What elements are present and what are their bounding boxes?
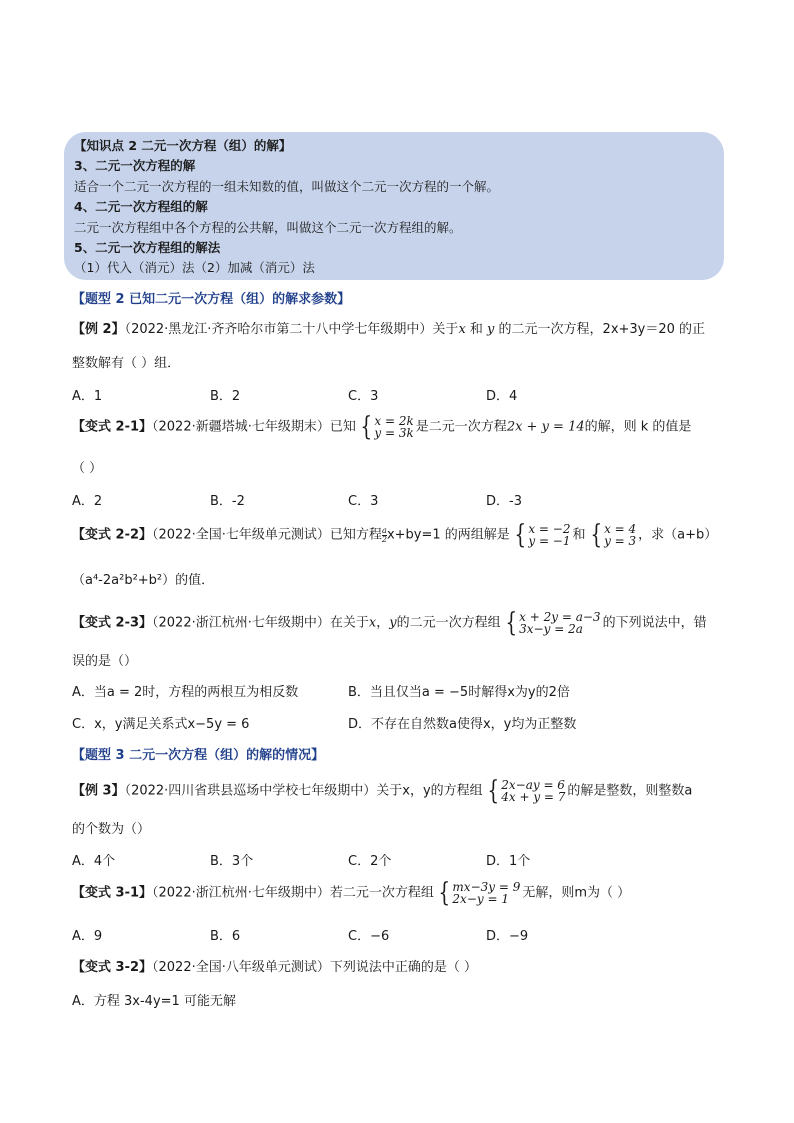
example2-end: 的正 <box>674 322 706 337</box>
example3-line1 <box>72 778 692 804</box>
variant31-option-a[interactable]: A．9 <box>72 929 103 944</box>
example2-line2: 整数解有（ ）组． <box>72 356 181 371</box>
variant23-mid: 的二元一次方程组 <box>396 615 501 631</box>
example2-source: （2022·黑龙江·齐齐哈尔市第二十八中学七年级期中）关于 <box>124 322 459 337</box>
section-heading-type3: 【题型 3 二元一次方程（组）的解的情况】 <box>72 748 325 763</box>
variant22-end: ，求（a+b） <box>638 527 718 543</box>
variant21-source: （2022·新疆塔城·七年级期末）已知 <box>152 419 356 435</box>
variant21-line1 <box>72 414 691 440</box>
var-x: x <box>368 615 377 631</box>
system-row: 3x−y = 2a <box>519 622 583 636</box>
knowledge-item4-title: 4、二元一次方程组的解 <box>74 199 208 215</box>
variant23-system: { x + 2y = a−3 3x−y = 2a <box>505 608 601 638</box>
variant31-end: 无解，则m为（ ） <box>522 885 631 901</box>
variant23-tag: 【变式 2-3】 <box>72 615 153 631</box>
fraction-numerator: a <box>382 525 387 535</box>
example3-option-d[interactable]: D．1个 <box>486 854 531 869</box>
system-row: 2x−y = 1 <box>452 892 509 906</box>
variant31-option-b[interactable]: B．6 <box>210 929 241 944</box>
example2-tag: 【例 2】 <box>72 322 125 337</box>
knowledge-box <box>64 132 724 280</box>
example2-line1 <box>72 318 705 337</box>
knowledge-item4-text: 二元一次方程组中各个方程的公共解，叫做这个二元一次方程组的解。 <box>74 219 462 235</box>
example2-option-a[interactable]: A．1 <box>72 389 103 404</box>
example2-equation: 2x+3y＝20 <box>602 322 675 337</box>
knowledge-item5-title: 5、二元一次方程组的解法 <box>74 240 221 256</box>
example3-end: 的解是整数，则整数a <box>567 783 693 799</box>
variant32-line1 <box>72 956 477 975</box>
variant23-option-c[interactable]: C．x，y满足关系式x−5y = 6 <box>72 717 250 732</box>
variant32-source: （2022·全国·八年级单元测试）下列说法中正确的是（ ） <box>152 960 477 975</box>
variant21-option-a[interactable]: A．2 <box>72 494 103 509</box>
variant22-source: （2022·全国·七年级单元测试）已知方程 <box>152 527 382 543</box>
variant21-end: 的解，则 k 的值是 <box>584 419 692 435</box>
var-y: y <box>389 615 397 631</box>
variant31-line1 <box>72 880 630 906</box>
variant22-line1 <box>72 522 717 548</box>
example2-option-b[interactable]: B．2 <box>210 389 241 404</box>
variant22-tag: 【变式 2-2】 <box>72 527 153 543</box>
example3-option-b[interactable]: B．3个 <box>210 854 254 869</box>
system-row: 2x−ay = 6 <box>501 778 565 792</box>
variant23-option-a[interactable]: A．当a = 2时，方程的两根互为相反数 <box>72 685 299 700</box>
knowledge-item3-title: 3、二元一次方程的解 <box>74 158 196 174</box>
variant21-option-b[interactable]: B．-2 <box>210 494 245 509</box>
example2-option-c[interactable]: C．3 <box>348 389 379 404</box>
variant31-tag: 【变式 3-1】 <box>72 885 153 901</box>
variant23-source: （2022·浙江杭州·七年级期中）在关于 <box>152 615 369 631</box>
variant22-system1: { x = −2 y = −1 <box>514 520 571 550</box>
example3-source: （2022·四川省珙县巡场中学校七年级期中）关于x，y的方程组 <box>124 783 483 799</box>
variant22-system2: { x = 4 y = 3 <box>589 520 637 550</box>
example3-option-c[interactable]: C．2个 <box>348 854 392 869</box>
variant31-option-c[interactable]: C．−6 <box>348 929 390 944</box>
variant21-tag: 【变式 2-1】 <box>72 419 153 435</box>
variant32-option-a[interactable]: A．方程 3x-4y=1 可能无解 <box>72 994 236 1009</box>
var-x: x <box>458 322 466 337</box>
system-row: y = −1 <box>528 534 571 548</box>
variant21-equation: 2x + y = 14 <box>506 419 585 435</box>
example2-option-d[interactable]: D．4 <box>486 389 518 404</box>
system-row: x = 4 <box>604 522 637 536</box>
system-row: y = 3k <box>374 426 414 440</box>
variant22-equation: x+by=1 的两组解是 <box>386 527 510 543</box>
variant32-tag: 【变式 3-2】 <box>72 960 153 975</box>
system-row: 4x + y = 7 <box>501 790 566 804</box>
variant31-system: { mx−3y = 9 2x−y = 1 <box>438 878 521 908</box>
knowledge-title: 【知识点 2 二元一次方程（组）的解】 <box>74 138 292 153</box>
example2-mid: 的二元一次方程， <box>494 322 603 337</box>
system-row: x = −2 <box>528 522 571 536</box>
variant21-option-d[interactable]: D．-3 <box>486 494 522 509</box>
variant23-line1: 【变式 2-3】（2022·浙江杭州·七年级期中）在关于x，y的二元一次方程组 { x + 2y = a−3 3x−y = 2a 的下列说法中，错 <box>72 608 707 638</box>
variant31-source: （2022·浙江杭州·七年级期中）若二元一次方程组 <box>152 885 434 901</box>
example3-line2: 的个数为（） <box>72 822 151 837</box>
variant21-mid: 是二元一次方程 <box>415 419 507 435</box>
variant21-line2: （ ） <box>72 461 103 476</box>
example3-tag: 【例 3】 <box>72 783 125 799</box>
fraction-denominator: 2 <box>381 534 387 544</box>
var-y: y <box>487 322 495 337</box>
variant21-system: { x = 2k y = 3k <box>360 412 414 442</box>
system-row: x = 2k <box>374 414 414 428</box>
variant22-line2: （a⁴-2a²b²+b²）的值． <box>72 573 215 588</box>
example3-system: { 2x−ay = 6 4x + y = 7 <box>487 776 566 806</box>
system-row: y = 3 <box>604 534 637 548</box>
text-and: 和 <box>465 322 488 337</box>
system-row: mx−3y = 9 <box>452 880 521 894</box>
knowledge-item3-text: 适合一个二元一次方程的一组未知数的值，叫做这个二元一次方程的一个解。 <box>74 178 500 194</box>
text-and: 和 <box>572 527 586 543</box>
variant21-option-c[interactable]: C．3 <box>348 494 379 509</box>
variant23-option-d[interactable]: D．不存在自然数a使得x，y均为正整数 <box>348 717 577 732</box>
variant23-end: 的下列说法中，错 <box>602 615 707 631</box>
section-heading-type2: 【题型 2 已知二元一次方程（组）的解求参数】 <box>72 292 351 307</box>
variant23-option-b[interactable]: B．当且仅当a = −5时解得x为y的2倍 <box>348 685 570 700</box>
system-row: x + 2y = a−3 <box>519 610 601 624</box>
knowledge-item5-text: （1）代入（消元）法（2）加减（消元）法 <box>74 260 315 276</box>
example3-option-a[interactable]: A．4个 <box>72 854 116 869</box>
variant31-option-d[interactable]: D．−9 <box>486 929 529 944</box>
variant23-line2: 误的是（） <box>72 654 138 669</box>
